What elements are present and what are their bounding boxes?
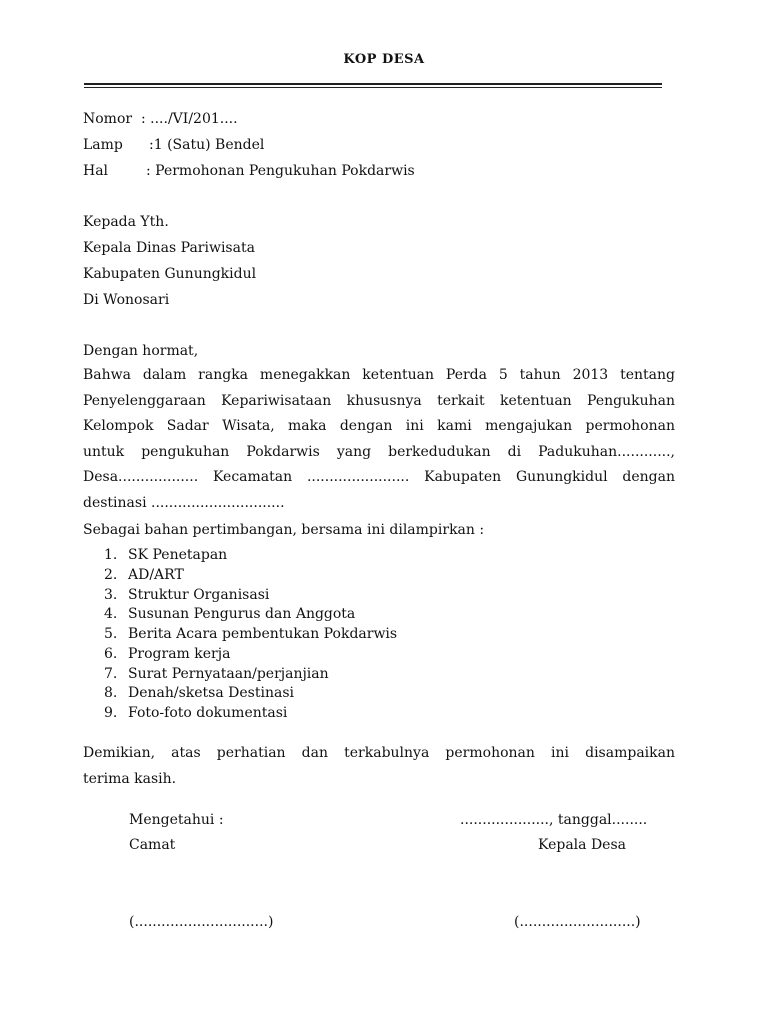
hal-label: Hal bbox=[83, 163, 109, 179]
list-item: 2. AD/ART bbox=[104, 566, 184, 583]
right-signature-title: Kepala Desa bbox=[538, 837, 626, 853]
recipient-line-3: Kabupaten Gunungkidul bbox=[83, 266, 257, 282]
recipient-line-4: Di Wonosari bbox=[83, 292, 170, 308]
right-signature-heading: ...................., tanggal........ bbox=[460, 812, 648, 828]
body-line-3: Kelompok Sadar Wisata, maka dengan ini kami mengajukan permohonan bbox=[83, 418, 675, 435]
lamp-row bbox=[83, 136, 264, 154]
list-item: 8. Denah/sketsa Destinasi bbox=[104, 685, 294, 702]
list-item: 3. Struktur Organisasi bbox=[104, 586, 270, 603]
recipient-line-1: Kepada Yth. bbox=[83, 214, 169, 230]
body-line-2: Penyelenggaraan Kepariwisataan khususnya terkait ketentuan Pengukuhan bbox=[83, 392, 675, 409]
lamp-label: Lamp bbox=[83, 137, 123, 153]
lamp-value: :1 (Satu) Bendel bbox=[149, 137, 265, 153]
body-line-5: Desa.................. Kecamatan ....................... Kabupaten Gunungkidul dengan bbox=[83, 469, 675, 486]
right-signature-name: (..........................) bbox=[514, 914, 641, 930]
letterhead-divider bbox=[84, 83, 662, 88]
left-signature-name: (..............................) bbox=[129, 914, 274, 930]
list-item: 6. Program kerja bbox=[104, 645, 231, 662]
closing-line-1: Demikian, atas perhatian dan terkabulnya permohonan ini disampaikan bbox=[83, 745, 675, 761]
list-item: 5. Berita Acara pembentukan Pokdarwis bbox=[104, 626, 398, 642]
left-signature-title: Camat bbox=[129, 837, 176, 853]
list-item: 7. Surat Pernyataan/perjanjian bbox=[104, 665, 329, 682]
attachments-intro: Sebagai bahan pertimbangan, bersama ini dilampirkan : bbox=[83, 522, 485, 538]
recipient-line-2: Kepala Dinas Pariwisata bbox=[83, 240, 255, 256]
letterhead-title: KOP DESA bbox=[343, 52, 425, 67]
body-line-1: Bahwa dalam rangka menegakkan ketentuan Perda 5 tahun 2013 tentang bbox=[83, 367, 675, 383]
attachments-list bbox=[104, 546, 397, 724]
list-item: 9. Foto-foto dokumentasi bbox=[104, 705, 288, 721]
list-item: 4. Susunan Pengurus dan Anggota bbox=[104, 606, 356, 623]
left-signature-heading: Mengetahui : bbox=[129, 812, 224, 828]
hal-value: : Permohonan Pengukuhan Pokdarwis bbox=[146, 163, 415, 179]
body-line-6: destinasi .............................. bbox=[83, 494, 285, 511]
nomor-label: Nomor : bbox=[83, 111, 151, 127]
body-paragraph bbox=[83, 363, 675, 517]
nomor-value: ..../VI/201.... bbox=[150, 111, 238, 127]
body-line-4: untuk pengukuhan Pokdarwis yang berkedudukan di Padukuhan............, bbox=[83, 443, 675, 460]
list-item: 1. SK Penetapan bbox=[104, 547, 228, 563]
closing-paragraph bbox=[83, 740, 675, 792]
closing-line-2: terima kasih. bbox=[83, 771, 177, 787]
nomor-row bbox=[83, 110, 238, 128]
hal-row bbox=[83, 162, 415, 180]
salutation: Dengan hormat, bbox=[83, 343, 199, 359]
